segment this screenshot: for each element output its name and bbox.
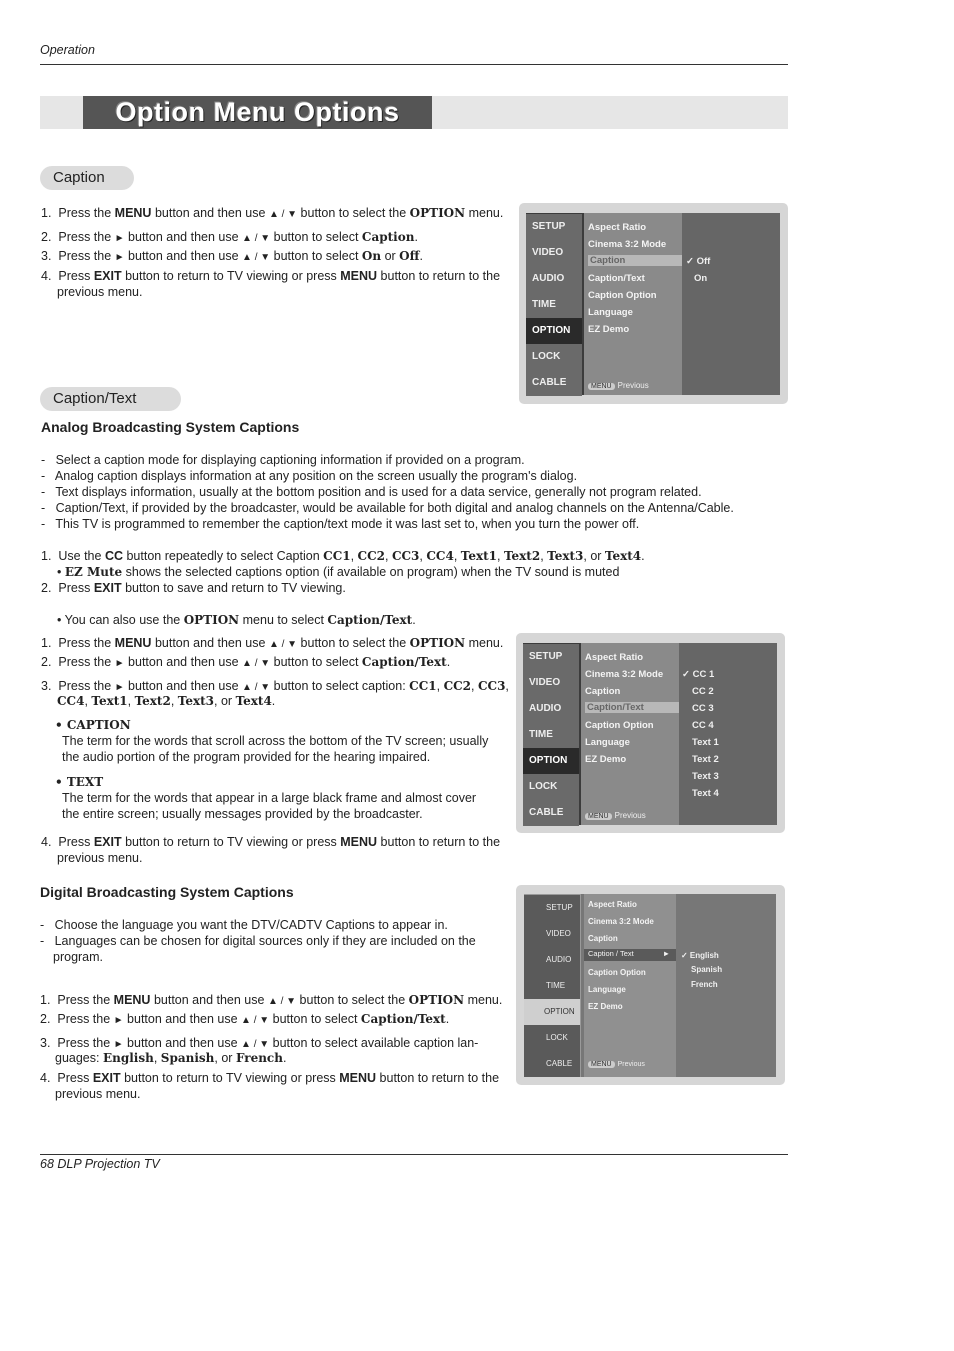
- ez-mute-note: • EZ Mute shows the selected captions option (if available on program) when the TV sound is muted: [57, 565, 620, 579]
- menu-item: Caption Option: [585, 720, 654, 731]
- menu-cable: CABLE: [524, 1051, 580, 1077]
- page-title: Option Menu Options: [83, 96, 432, 129]
- menu-option-value: French: [691, 980, 718, 989]
- ct-step-3-cont: CC4, Text1, Text2, Text3, or Text4.: [57, 694, 276, 708]
- caption-term: • CAPTION: [55, 718, 131, 732]
- menu-cable: CABLE: [526, 370, 582, 396]
- ct-step-1: 1. Press the MENU button and then use ▲ / ▼ button to select the OPTION menu.: [41, 636, 504, 650]
- also-note: • You can also use the OPTION menu to select Caption/Text.: [57, 613, 416, 627]
- digital-bullet: - Languages can be chosen for digital sources only if they are included on the: [40, 934, 476, 948]
- ct-step-4-cont: previous menu.: [57, 851, 143, 865]
- menu-option-value: ✓ CC 1: [682, 669, 715, 680]
- menu-item: Cinema 3:2 Mode: [585, 669, 664, 680]
- analog-bullet: - Select a caption mode for displaying captioning information if provided on a program.: [41, 453, 525, 467]
- caption-step-2: 2. Press the ► button and then use ▲ / ▼ button to select Caption.: [41, 230, 418, 244]
- text-term: • TEXT: [55, 775, 104, 789]
- menu-item: Cinema 3:2 Mode: [588, 917, 654, 926]
- digital-bullet-cont: program.: [53, 950, 104, 964]
- menu-option-value: Spanish: [691, 965, 723, 974]
- digital-heading: Digital Broadcasting System Captions: [40, 884, 294, 900]
- menu-screenshot-caption-text-analog: [516, 633, 785, 833]
- menu-video: VIDEO: [523, 670, 579, 696]
- ct-step-3: 3. Press the ► button and then use ▲ / ▼ button to select caption: CC1, CC2, CC3,: [41, 679, 509, 693]
- menu-item: EZ Demo: [585, 754, 627, 765]
- menu-audio: AUDIO: [523, 696, 579, 722]
- menu-option-value: Text 4: [692, 788, 719, 799]
- menu-item: Cinema 3:2 Mode: [588, 239, 667, 250]
- caption-step-3: 3. Press the ► button and then use ▲ / ▼ button to select On or Off.: [41, 249, 423, 263]
- menu-window: [526, 213, 780, 395]
- digital-step-2: 2. Press the ► button and then use ▲ / ▼ button to select Caption/Text.: [40, 1012, 450, 1026]
- menu-item: Caption: [585, 686, 621, 697]
- digital-step-4: 4. Press EXIT button to return to TV viewing or press MENU button to return to the: [40, 1071, 500, 1085]
- menu-option: OPTION: [523, 748, 579, 774]
- digital-step-4-cont: previous menu.: [55, 1087, 141, 1101]
- digital-step-3-cont: guages: English, Spanish, or French.: [55, 1051, 287, 1065]
- menu-mid-column: [584, 894, 676, 1077]
- analog-bullet: - Analog caption displays information at any position on the screen usually the program's dialog.: [41, 469, 578, 483]
- menu-setup: SETUP: [526, 214, 582, 240]
- menu-item: EZ Demo: [588, 1002, 623, 1011]
- cc-step-1: 1. Use the CC button repeatedly to select Caption CC1, CC2, CC3, CC4, Text1, Text2, Text3, or Text4.: [41, 549, 645, 563]
- digital-step-1: 1. Press the MENU button and then use ▲ / ▼ button to select the OPTION menu.: [40, 993, 503, 1007]
- menu-item: EZ Demo: [588, 324, 630, 335]
- caption-step-4-cont: previous menu.: [57, 285, 143, 299]
- menu-audio: AUDIO: [526, 266, 582, 292]
- menu-option-value: Text 1: [692, 737, 719, 748]
- menu-item: Language: [588, 307, 633, 318]
- menu-item-selected: Caption: [588, 255, 682, 266]
- caption-definition-cont: the audio portion of the program provided for the hearing impaired.: [62, 750, 431, 764]
- menu-screenshot-caption-text-digital: [516, 885, 785, 1085]
- menu-option-value: ✓ Off: [686, 256, 711, 267]
- menu-time: TIME: [526, 292, 582, 318]
- menu-option-value: Text 2: [692, 754, 719, 765]
- caption-section-pill: Caption: [40, 166, 134, 190]
- footer-rule: [40, 1154, 788, 1155]
- menu-right-column: [677, 894, 776, 1077]
- menu-right-column: [679, 643, 777, 825]
- menu-option-value: CC 2: [692, 686, 714, 697]
- menu-video: VIDEO: [524, 921, 580, 947]
- caption-text-section-pill: Caption/Text: [40, 387, 181, 411]
- menu-left-column: [523, 643, 581, 825]
- analog-bullet: - Text displays information, usually at the bottom position and is used for a data service, generally not program related.: [41, 485, 702, 499]
- caption-step-4: 4. Press EXIT button to return to TV viewing or press MENU button to return to the: [41, 269, 501, 283]
- menu-option-value: CC 4: [692, 720, 714, 731]
- menu-left-column: [524, 894, 581, 1077]
- menu-item: Language: [585, 737, 630, 748]
- menu-lock: LOCK: [526, 344, 582, 370]
- menu-previous-hint: MENU Previous: [588, 1061, 645, 1068]
- menu-window: [523, 643, 777, 825]
- caption-definition: The term for the words that scroll across the bottom of the TV screen; usually: [62, 734, 489, 748]
- menu-audio: AUDIO: [524, 947, 580, 973]
- menu-setup: SETUP: [523, 644, 579, 670]
- ct-step-2: 2. Press the ► button and then use ▲ / ▼ button to select Caption/Text.: [41, 655, 451, 669]
- menu-option-value: Text 3: [692, 771, 719, 782]
- menu-item: Language: [588, 985, 626, 994]
- menu-item-selected: Caption/Text: [585, 702, 679, 713]
- analog-bullet: - Caption/Text, if provided by the broadcaster, would be available for both digital and analog channels on the Antenna/Cable.: [41, 501, 734, 515]
- text-definition-cont: the entire screen; usually messages provided by the broadcaster.: [62, 807, 423, 821]
- menu-window: [524, 894, 776, 1077]
- menu-item: Aspect Ratio: [585, 652, 644, 663]
- menu-item: Caption Option: [588, 968, 646, 977]
- menu-item-selected: Caption / Text ►: [584, 949, 676, 961]
- caption-step-1: 1. Press the MENU button and then use ▲ / ▼ button to select the OPTION menu.: [41, 206, 504, 220]
- menu-time: TIME: [523, 722, 579, 748]
- menu-option: OPTION: [526, 318, 582, 344]
- digital-bullet: - Choose the language you want the DTV/CADTV Captions to appear in.: [40, 918, 448, 932]
- analog-bullet: - This TV is programmed to remember the caption/text mode it was last set to, when you turn the power off.: [41, 517, 640, 531]
- digital-step-3: 3. Press the ► button and then use ▲ / ▼ button to select available caption lan-: [40, 1036, 479, 1050]
- menu-option-value: On: [694, 273, 708, 284]
- menu-right-column: [682, 213, 780, 395]
- cc-step-2: 2. Press EXIT button to save and return to TV viewing.: [41, 581, 346, 595]
- menu-option: OPTION: [524, 999, 580, 1025]
- menu-setup: SETUP: [524, 895, 580, 921]
- menu-item: Caption/Text: [588, 273, 645, 284]
- menu-cable: CABLE: [523, 800, 579, 826]
- menu-previous-hint: MENU Previous: [588, 381, 649, 390]
- menu-left-column: [526, 213, 584, 395]
- running-header: Operation: [40, 43, 95, 57]
- menu-lock: LOCK: [524, 1025, 580, 1051]
- analog-heading: Analog Broadcasting System Captions: [41, 419, 300, 435]
- menu-time: TIME: [524, 973, 580, 999]
- ct-step-4: 4. Press EXIT button to return to TV viewing or press MENU button to return to the: [41, 835, 501, 849]
- menu-previous-hint: MENU Previous: [585, 811, 646, 820]
- text-definition: The term for the words that appear in a large black frame and almost cover: [62, 791, 477, 805]
- menu-item: Caption: [588, 934, 618, 943]
- menu-mid-column: [584, 213, 682, 395]
- menu-item: Caption Option: [588, 290, 657, 301]
- menu-option-value: CC 3: [692, 703, 714, 714]
- menu-screenshot-caption: [519, 203, 788, 404]
- page-footer: 68 DLP Projection TV: [40, 1157, 160, 1171]
- menu-item: Aspect Ratio: [588, 900, 637, 909]
- menu-item: Aspect Ratio: [588, 222, 647, 233]
- menu-lock: LOCK: [523, 774, 579, 800]
- menu-video: VIDEO: [526, 240, 582, 266]
- header-rule: [40, 64, 788, 65]
- menu-mid-column: [581, 643, 679, 825]
- menu-option-value: ✓ English: [681, 951, 719, 960]
